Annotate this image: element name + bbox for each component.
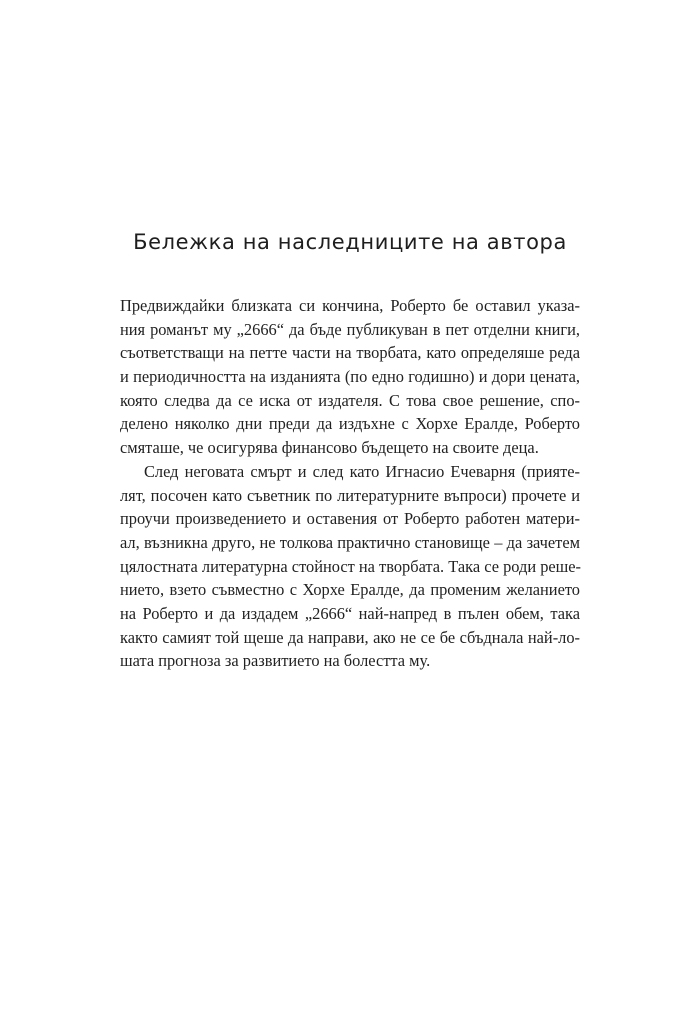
text-line: лят, посочен като съветник по литературните въпроси) прочете и	[120, 485, 580, 505]
text-line: цялостната литературна стойност на творбата. Така се роди реше-	[120, 556, 582, 576]
text-line: нието, взето съвместно с Хорхе Ералде, да променим желанието	[120, 580, 580, 600]
text-line: ния романът му „2666“ да бъде публикуван в пет отделни книги,	[120, 319, 580, 339]
text-line: шата прогноза за развитието на болестта му.	[120, 651, 431, 671]
text-line: Предвиждайки близката си кончина, Роберто бе оставил указа-	[120, 296, 580, 315]
text-line: която следва да се иска от издателя. С това свое решение, спо-	[120, 390, 580, 410]
text-line: както самият той щеше да направи, ако не се бе сбъднала най-ло-	[120, 627, 580, 647]
page-title: Бележка на наследниците на автора	[133, 230, 567, 254]
text-line: смяташе, че осигурява финансово бъдещето на своите деца.	[120, 438, 539, 458]
text-line: съответстващи на петте части на творбата, като определяше реда	[120, 343, 580, 363]
paragraph-1	[120, 294, 580, 460]
text-line: на Роберто и да издадем „2666“ най-напред в пълен обем, така	[120, 603, 580, 623]
paragraph-2	[120, 460, 580, 673]
text-line: и периодичността на изданията (по едно годишно) и дори цената,	[120, 367, 580, 387]
text-line: След неговата смърт и след като Игнасио Ечеварня (прияте-	[144, 461, 580, 481]
text-line: ал, възникна друго, не толкова практично становище – да зачетем	[120, 532, 580, 552]
text-line: проучи произведението и оставения от Роберто работен матери-	[120, 509, 580, 529]
text-line: делено няколко дни преди да издъхне с Хорхе Ералде, Роберто	[120, 414, 580, 434]
body-text	[120, 294, 580, 673]
